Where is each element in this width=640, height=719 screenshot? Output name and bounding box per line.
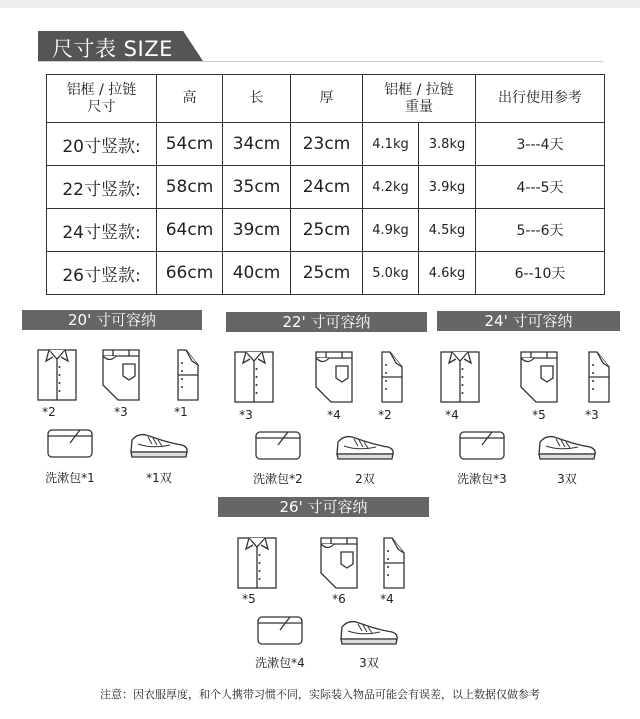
table-row bbox=[47, 252, 605, 295]
shirt-icon bbox=[233, 349, 275, 409]
sneaker-icon bbox=[128, 427, 190, 463]
cell-height: 66cm bbox=[157, 252, 223, 295]
cell-weight-zipper: 3.9kg bbox=[419, 166, 476, 209]
jacket-count: *4 bbox=[380, 592, 394, 606]
cell-weight-aluminum: 4.1kg bbox=[363, 123, 419, 166]
cell-size: 20寸竖款: bbox=[47, 123, 157, 166]
top-bar bbox=[0, 0, 640, 8]
cell-height: 64cm bbox=[157, 209, 223, 252]
cell-weight-aluminum: 5.0kg bbox=[363, 252, 419, 295]
shirt-count: *5 bbox=[242, 592, 256, 606]
jacket-icon bbox=[376, 349, 406, 409]
pants-icon bbox=[318, 535, 360, 595]
pants-icon bbox=[313, 349, 355, 409]
toiletry-bag-icon bbox=[254, 429, 302, 465]
page-title: 尺寸表 SIZE bbox=[52, 37, 173, 61]
cell-size: 24寸竖款: bbox=[47, 209, 157, 252]
cell-length: 35cm bbox=[223, 166, 291, 209]
jacket-count: *2 bbox=[378, 408, 392, 422]
shirt-icon bbox=[236, 535, 278, 595]
pants-count: *3 bbox=[114, 405, 128, 419]
jacket-icon bbox=[172, 347, 202, 407]
toiletry-bag-count: 洗漱包*2 bbox=[253, 472, 303, 486]
pants-count: *5 bbox=[532, 408, 546, 422]
shirt-icon bbox=[36, 347, 78, 407]
cell-length: 40cm bbox=[223, 252, 291, 295]
toiletry-bag-count: 洗漱包*4 bbox=[255, 656, 305, 670]
capacity-band: 20' 寸可容纳 bbox=[22, 310, 202, 330]
jacket-count: *3 bbox=[585, 408, 599, 422]
cell-height: 54cm bbox=[157, 123, 223, 166]
header-reference: 出行使用参考 bbox=[476, 75, 605, 123]
table-row bbox=[47, 166, 605, 209]
cell-reference: 3---4天 bbox=[476, 123, 605, 166]
capacity-band: 26' 寸可容纳 bbox=[218, 497, 429, 517]
shoes-count: 2双 bbox=[355, 472, 375, 486]
shoes-count: 3双 bbox=[557, 472, 577, 486]
sneaker-icon bbox=[338, 614, 400, 650]
cell-length: 34cm bbox=[223, 123, 291, 166]
table-row bbox=[47, 209, 605, 252]
cell-weight-zipper: 4.5kg bbox=[419, 209, 476, 252]
toiletry-bag-icon bbox=[256, 614, 304, 650]
pants-icon bbox=[518, 349, 560, 409]
pants-count: *4 bbox=[327, 408, 341, 422]
cell-height: 58cm bbox=[157, 166, 223, 209]
cell-reference: 5---6天 bbox=[476, 209, 605, 252]
capacity-band: 24' 寸可容纳 bbox=[437, 311, 620, 331]
cell-size: 22寸竖款: bbox=[47, 166, 157, 209]
pants-count: *6 bbox=[332, 592, 346, 606]
cell-thickness: 23cm bbox=[291, 123, 363, 166]
cell-weight-aluminum: 4.2kg bbox=[363, 166, 419, 209]
cell-thickness: 25cm bbox=[291, 252, 363, 295]
header-weight: 铝框 / 拉链 重量 bbox=[363, 75, 476, 123]
header-thickness: 厚 bbox=[291, 75, 363, 123]
shirt-count: *2 bbox=[42, 405, 56, 419]
shirt-icon bbox=[439, 349, 481, 409]
capacity-band: 22' 寸可容纳 bbox=[226, 312, 427, 332]
size-table bbox=[46, 74, 605, 295]
pants-icon bbox=[100, 347, 142, 407]
shoes-count: *1双 bbox=[146, 471, 172, 485]
cell-weight-zipper: 4.6kg bbox=[419, 252, 476, 295]
header-length: 长 bbox=[223, 75, 291, 123]
toiletry-bag-count: 洗漱包*3 bbox=[457, 472, 507, 486]
shoes-count: 3双 bbox=[359, 656, 379, 670]
sneaker-icon bbox=[334, 429, 396, 465]
shirt-count: *3 bbox=[239, 408, 253, 422]
sneaker-icon bbox=[536, 429, 598, 465]
cell-length: 39cm bbox=[223, 209, 291, 252]
toiletry-bag-icon bbox=[458, 429, 506, 465]
jacket-icon bbox=[378, 535, 408, 595]
toiletry-bag-icon bbox=[46, 427, 94, 463]
cell-weight-aluminum: 4.9kg bbox=[363, 209, 419, 252]
cell-reference: 6--10天 bbox=[476, 252, 605, 295]
cell-thickness: 24cm bbox=[291, 166, 363, 209]
cell-weight-zipper: 3.8kg bbox=[419, 123, 476, 166]
table-header-row bbox=[47, 75, 605, 123]
shirt-count: *4 bbox=[445, 408, 459, 422]
cell-thickness: 25cm bbox=[291, 209, 363, 252]
disclaimer-note: 注意：因衣服厚度，和个人携带习惯不同，实际装入物品可能会有误差，以上数据仅做参考 bbox=[100, 688, 540, 701]
header-height: 高 bbox=[157, 75, 223, 123]
cell-reference: 4---5天 bbox=[476, 166, 605, 209]
title-divider bbox=[38, 61, 603, 62]
cell-size: 26寸竖款: bbox=[47, 252, 157, 295]
jacket-icon bbox=[583, 349, 613, 409]
jacket-count: *1 bbox=[174, 405, 188, 419]
toiletry-bag-count: 洗漱包*1 bbox=[45, 471, 95, 485]
table-row bbox=[47, 123, 605, 166]
header-size: 铝框 / 拉链 尺寸 bbox=[47, 75, 157, 123]
